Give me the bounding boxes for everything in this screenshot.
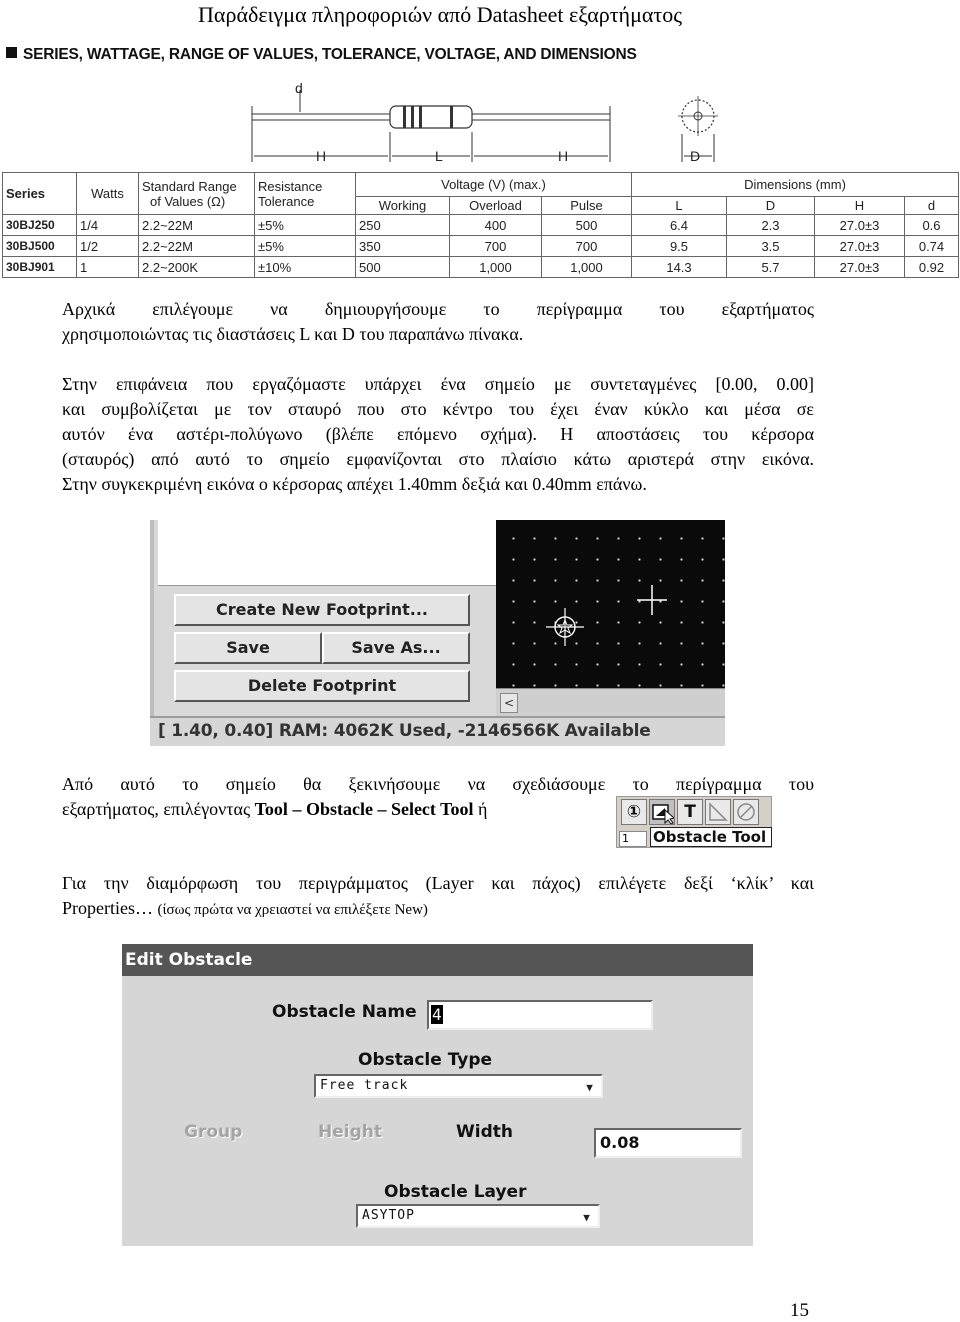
paragraph-origin — [62, 372, 814, 497]
prohibited-icon — [734, 800, 758, 824]
cell-H: 27.0±3 — [815, 215, 905, 236]
header-D: D — [727, 197, 815, 215]
dash: – — [372, 799, 391, 819]
cell-L: 6.4 — [632, 215, 727, 236]
obstacle-layer-select[interactable] — [356, 1204, 600, 1228]
origin-marker-icon — [546, 608, 584, 646]
cell-D: 5.7 — [727, 257, 815, 278]
obstacle-layer-value: ASYTOP — [362, 1208, 415, 1223]
cell-range: 2.2~22M — [139, 236, 255, 257]
paragraph-line: χρησιμοποιώντας τις διαστάσεις L και D του παραπάνω πίνακα. — [62, 324, 524, 344]
cell-pulse: 500 — [542, 215, 632, 236]
cell-range: 2.2~22M — [139, 215, 255, 236]
cell-L: 9.5 — [632, 236, 727, 257]
obstacle-type-select[interactable] — [314, 1074, 603, 1098]
table-row — [3, 215, 959, 236]
paragraph-line: Στην συγκεκριμένη εικόνα ο κέρσορας απέχει 1.40mm δεξιά και 0.40mm επάνω. — [62, 474, 647, 494]
dim-label-h-left: H — [316, 148, 327, 164]
text-fragment: ή — [473, 799, 488, 819]
dialog-title: Edit Obstacle — [122, 944, 753, 976]
status-bar: [ 1.40, 0.40] RAM: 4062K Used, -2146566K Available — [150, 716, 725, 746]
dim-label-d: d — [295, 80, 303, 96]
obstacle-tool-tooltip: Obstacle Tool — [650, 827, 772, 847]
bullet-square-icon — [6, 47, 17, 58]
obstacle-layer-label: Obstacle Layer — [384, 1182, 527, 1202]
header-tol-line2: Tolerance — [258, 193, 315, 209]
header-dimensions: Dimensions (mm) — [632, 173, 959, 197]
resistor-drawing-svg — [240, 76, 740, 166]
cell-watts: 1/4 — [77, 215, 139, 236]
menu-path-select-tool: Select Tool — [390, 799, 474, 819]
paragraph-intro — [62, 297, 814, 347]
paragraph-properties — [62, 871, 814, 923]
paragraph-line — [62, 896, 814, 923]
header-tolerance — [255, 173, 356, 215]
cell-series: 30BJ250 — [3, 215, 77, 236]
obstacle-name-input[interactable] — [427, 1000, 653, 1030]
layer-number-box: 1 — [619, 831, 647, 847]
cell-overload: 700 — [450, 236, 542, 257]
save-as-button[interactable]: Save As... — [322, 632, 470, 664]
table-row — [3, 236, 959, 257]
width-input[interactable]: 0.08 — [594, 1128, 742, 1158]
footprint-list-area — [158, 520, 500, 586]
cell-tolerance: ±10% — [255, 257, 356, 278]
drawing-canvas[interactable] — [496, 520, 725, 716]
paragraph-line: Για την διαμόρφωση του περιγράμματος (Layer και πάχος) επιλέγετε δεξί ‘κλίκ’ και — [62, 873, 814, 893]
paragraph-line: Στην επιφάνεια που εργαζόμαστε υπάρχει ένα σημείο με συντεταγμένες [0.00, 0.00] — [62, 374, 814, 394]
dimension-tool-icon[interactable] — [705, 799, 731, 825]
header-overload: Overload — [450, 197, 542, 215]
cell-working: 350 — [356, 236, 450, 257]
paragraph-line: (σταυρός) από αυτό το σημείο εμφανίζονται στο πλαίσιο κάτω αριστερά στην εικόνα. — [62, 449, 814, 469]
editor-left-pane — [150, 520, 496, 716]
cell-overload: 400 — [450, 215, 542, 236]
cell-working: 250 — [356, 215, 450, 236]
dim-label-l: L — [435, 148, 443, 164]
cell-series: 30BJ901 — [3, 257, 77, 278]
resistor-dimension-drawing — [240, 76, 740, 166]
cell-working: 500 — [356, 257, 450, 278]
cell-H: 27.0±3 — [815, 236, 905, 257]
cell-D: 3.5 — [727, 236, 815, 257]
text-fragment-note: (ίσως πρώτα να χρειαστεί να επιλέξετε New) — [157, 902, 428, 918]
header-tol-line1: Resistance — [258, 178, 323, 194]
obstacle-type-value: Free track — [320, 1078, 409, 1093]
text-tool-icon[interactable]: T — [677, 799, 703, 825]
width-label: Width — [456, 1122, 513, 1142]
paragraph-line: αυτόν ένα αστέρι-πολύγωνο (βλέπε επόμενο σχήμα). Η αποστάσεις του κέρσορα — [62, 424, 814, 444]
obstacle-square-icon — [650, 800, 674, 824]
obstacle-tool-icon[interactable] — [649, 799, 675, 825]
horizontal-scrollbar[interactable] — [496, 688, 725, 716]
datasheet-spec-table — [2, 172, 959, 278]
cell-watts: 1 — [77, 257, 139, 278]
page-number: 15 — [790, 1300, 809, 1321]
header-working: Working — [356, 197, 450, 215]
header-series: Series — [3, 173, 77, 215]
paragraph-line: Από αυτό το σημείο θα ξεκινήσουμε να σχεδιάσουμε το περίγραμμα του — [62, 774, 814, 794]
paragraph-line: Αρχικά επιλέγουμε να δημιουργήσουμε το περίγραμμα του εξαρτήματος — [62, 299, 814, 319]
obstacle-type-label: Obstacle Type — [358, 1050, 493, 1070]
no-connect-tool-icon[interactable] — [733, 799, 759, 825]
text-fragment: εξαρτήματος, επιλέγοντας — [62, 799, 255, 819]
create-footprint-button[interactable]: Create New Footprint... — [174, 594, 470, 626]
header-voltage: Voltage (V) (max.) — [356, 173, 632, 197]
obstacle-name-value: 4 — [432, 1005, 442, 1024]
canvas-marks-svg — [496, 520, 725, 688]
datasheet-heading — [6, 46, 637, 64]
cell-d: 0.92 — [905, 257, 959, 278]
header-d: d — [905, 197, 959, 215]
dimension-triangle-icon — [706, 800, 730, 824]
footprint-editor-screenshot — [150, 520, 725, 746]
cell-H: 27.0±3 — [815, 257, 905, 278]
header-pulse: Pulse — [542, 197, 632, 215]
scroll-left-arrow-icon[interactable]: < — [500, 693, 518, 713]
pin-tool-icon[interactable]: ① — [621, 799, 647, 825]
header-H: H — [815, 197, 905, 215]
delete-footprint-button[interactable]: Delete Footprint — [174, 670, 470, 702]
cell-d: 0.6 — [905, 215, 959, 236]
chevron-down-icon[interactable]: ▼ — [586, 1081, 594, 1094]
menu-path-tool: Tool — [254, 799, 288, 819]
chevron-down-icon[interactable]: ▼ — [583, 1211, 591, 1224]
dim-label-dd: D — [690, 148, 701, 164]
cell-watts: 1/2 — [77, 236, 139, 257]
table-row — [3, 257, 959, 278]
cell-D: 2.3 — [727, 215, 815, 236]
dash: – — [287, 799, 306, 819]
dim-label-h-right: H — [558, 148, 569, 164]
cell-pulse: 700 — [542, 236, 632, 257]
obstacle-name-label: Obstacle Name — [272, 1002, 417, 1022]
save-button[interactable]: Save — [174, 632, 322, 664]
cell-pulse: 1,000 — [542, 257, 632, 278]
toolbar-snippet — [616, 796, 772, 848]
menu-path-obstacle: Obstacle — [305, 799, 373, 819]
header-L: L — [632, 197, 727, 215]
cell-tolerance: ±5% — [255, 236, 356, 257]
edit-obstacle-dialog — [122, 944, 753, 1246]
text-fragment: Properties… — [62, 898, 158, 918]
height-label: Height — [318, 1122, 382, 1142]
header-range-line2: of Values (Ω) — [150, 193, 226, 209]
datasheet-heading-text: SERIES, WATTAGE, RANGE OF VALUES, TOLERANCE, VOLTAGE, AND DIMENSIONS — [23, 46, 637, 63]
cell-tolerance: ±5% — [255, 215, 356, 236]
group-label: Group — [184, 1122, 243, 1142]
header-watts: Watts — [77, 173, 139, 215]
header-range — [139, 173, 255, 215]
paragraph-line: και συμβολίζεται με τον σταυρό που στο κέντρο του έχει έναν κύκλο και μέσα σε — [62, 399, 814, 419]
page-title: Παράδειγμα πληροφοριών από Datasheet εξαρτήματος — [198, 2, 682, 27]
cell-d: 0.74 — [905, 236, 959, 257]
header-range-line1: Standard Range — [142, 178, 237, 194]
cell-L: 14.3 — [632, 257, 727, 278]
cell-overload: 1,000 — [450, 257, 542, 278]
cell-series: 30BJ500 — [3, 236, 77, 257]
cell-range: 2.2~200K — [139, 257, 255, 278]
